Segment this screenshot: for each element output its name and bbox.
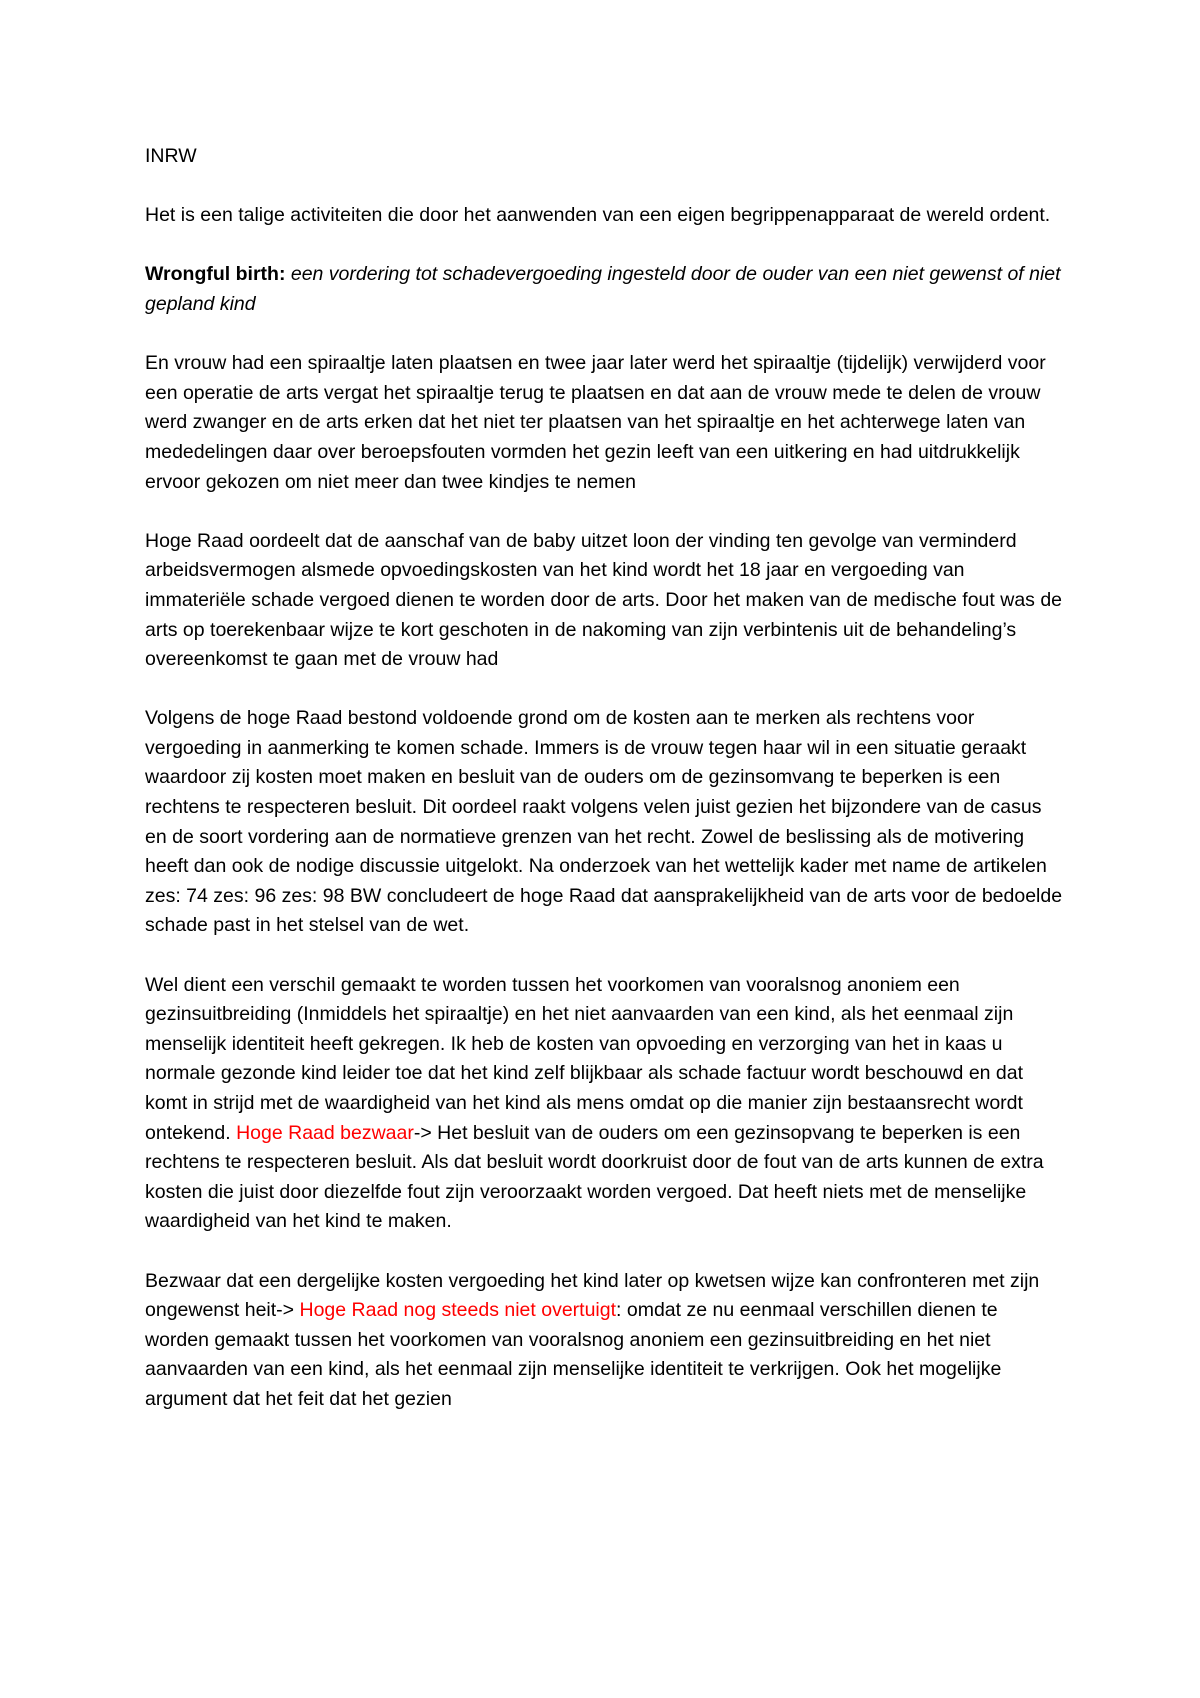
paragraph-case-facts: En vrouw had een spiraaltje laten plaatsen en twee jaar later werd het spiraaltje (tijdelijk) verwijderd voor een operatie de arts vergat het spiraaltje terug te plaatsen en dat aan de vrouw mede te delen de vrouw werd zwanger en de arts erken dat het niet ter plaatsen van het spiraaltje en het achterwege laten van mededelingen daar over beroepsfouten vormden het gezin leeft van een uitkering en had uitdrukkelijk ervoor gekozen om niet meer dan twee kindjes te nemen [145,352,1046,493]
highlight-hoge-raad-bezwaar: Hoge Raad bezwaar [236,1121,414,1144]
objection-one-response: -> Het besluit van de ouders om een gezinsopvang te beperken is een rechtens te respecteren besluit. Als dat besluit wordt doorkruist door de fout van de arts kunnen de extra kosten die juist door diezelfde fout zijn veroorzaakt worden vergoed. Dat heeft niets met de menselijke waardigheid van het kind te maken. [145,1121,1044,1233]
paragraph-definition-intro: Het is een talige activiteiten die door het aanwenden van een eigen begrippenapparaat de wereld ordent. [145,204,1051,227]
term-definition: een vordering tot schadevergoeding ingesteld door de ouder van een niet gewenst of niet gepland kind [145,263,1061,315]
objection-one-text: Wel dient een verschil gemaakt te worden tussen het voorkomen van vooralsnog anoniem een gezinsuitbreiding (Inmiddels het spiraaltje) en het niet aanvaarden van een kind, als het eenmaal zijn menselijk identiteit heeft gekregen. Ik heb de kosten van opvoeding en verzorging van het in kaas u normale gezonde kind leider toe dat het kind zelf blijkbaar als schade factuur wordt beschouwd en dat komt in strijd met de waardigheid van het kind als mens omdat op die manier zijn bestaansrecht wordt ontekend. [145,973,1024,1144]
term-wrongful-birth: Wrongful birth: [145,263,286,286]
paragraph-wrongful-birth [145,260,1065,319]
highlight-hoge-raad-niet-overtuigt: Hoge Raad nog steeds niet overtuigt [299,1299,617,1322]
paragraph-hoge-raad-judgment: Hoge Raad oordeelt dat de aanschaf van de baby uitzet loon der vinding ten gevolge van verminderd arbeidsvermogen alsmede opvoedingskosten van het kind wordt het 18 jaar en vergoeding van immateriële schade vergoed dienen te worden door de arts. Door het maken van de medische fout was de arts op toerekenbaar wijze te kort geschoten in de nakoming van zijn verbintenis uit de behandeling’s overeenkomst te gaan met de vrouw had [145,529,1063,671]
paragraph-objection-two [145,1267,1065,1415]
objection-two-text: Bezwaar dat een dergelijke kosten vergoeding het kind later op kwetsen wijze kan confronteren met zijn ongewenst heit-> [145,1269,1040,1322]
document-body [145,142,1065,1444]
document-heading: INRW [145,145,197,167]
objection-two-response: : omdat ze nu eenmaal verschillen dienen te worden gemaakt tussen het voorkomen van vooralsnog anoniem een gezinsuitbreiding en het niet aanvaarden van een kind, als het eenmaal zijn menselijke identiteit te verkrijgen. Ook het mogelijke argument dat het feit dat het gezien [145,1299,1002,1410]
paragraph-hoge-raad-reasoning: Volgens de hoge Raad bestond voldoende grond om de kosten aan te merken als rechtens voor vergoeding in aanmerking te komen schade. Immers is de vrouw tegen haar wil in een situatie geraakt waardoor zij kosten moet maken en besluit van de ouders om de gezinsomvang te beperken is een rechtens te respecteren besluit. Dit oordeel raakt volgens velen juist gezien het bijzondere van de casus en de soort vordering aan de normatieve grenzen van het recht. Zowel de beslissing als de motivering heeft dan ook de nodige discussie uitgelokt. Na onderzoek van het wettelijk kader met name de artikelen zes: 74 zes: 96 zes: 98 BW concludeert de hoge Raad dat aansprakelijkheid van de arts voor de bedoelde schade past in het stelsel van de wet. [145,707,1063,937]
paragraph-objection-one [145,971,1065,1237]
